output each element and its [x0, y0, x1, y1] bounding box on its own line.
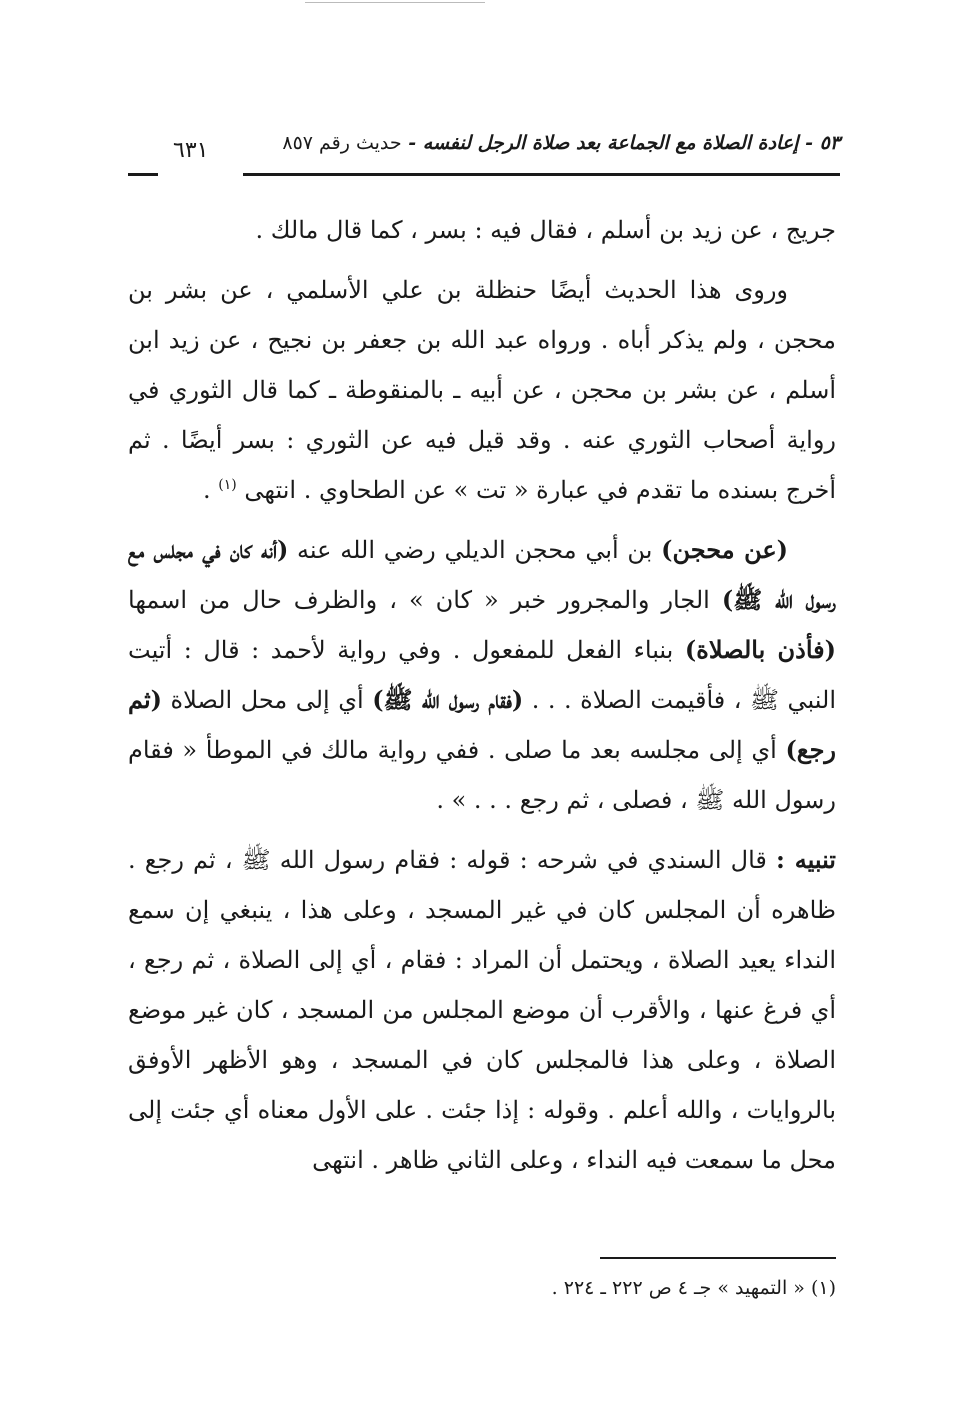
main-text [128, 205, 836, 1185]
note-text: قال السندي في شرحه : قوله : فقام رسول الله ﷺ ، ثم رجع . ظاهره أن المجلس كان في غير المسجد ، وعلى هذا ، ينبغي إن سمع النداء يعيد الصلاة ، ويحتمل أن المراد : فقام ، أي إلى الصلاة ، ثم رجع ، أي فرغ عنها ، والأقرب أن موضع المجلس من المسجد ، كان غير موضع الصلاة ، وعلى هذا فالمجلس كان في المسجد ، وهو الأظهر الأوفق بالروايات ، والله أعلم . وقوله : إذا جئت . على الأول معناه أي جئت إلى محل ما سمعت فيه النداء ، وعلى الثاني ظاهر . انتهى [128, 846, 836, 1174]
commentary-text: أي إلى مجلسه بعد ما صلى . ففي رواية مالك في الموطأ « فقام رسول الله ﷺ ، فصلى ، ثم رجع . . . » . [128, 736, 836, 814]
paragraph-2 [128, 265, 836, 515]
quoted-phrase: (فقام رسول الله ﷺ) [372, 685, 524, 714]
paragraph-2-end: . [203, 476, 219, 504]
footnote: (١) « التمهيد » جـ ٤ ص ٢٢٢ ـ ٢٢٤ . [551, 1277, 836, 1299]
paragraph-3 [128, 525, 836, 825]
quoted-phrase: (أنه كان في مجلس مع رسول الله ﷺ) [128, 535, 836, 614]
paragraph-4 [128, 835, 836, 1185]
note-label: تنبيه : [776, 845, 836, 874]
top-edge-rule [305, 2, 485, 3]
commentary-text: بن أبي محجن الديلي رضي الله عنه [288, 536, 662, 564]
footnote-rule [600, 1257, 836, 1259]
page-number-dash [128, 173, 158, 176]
running-header [128, 130, 840, 182]
chapter-title [282, 132, 840, 154]
paragraph-1: جريج ، عن زيد بن أسلم ، فقال فيه : بسر ، كما قال مالك . [255, 216, 836, 244]
commentary-text: بنباء الفعل للمفعول . وفي رواية لأحمد : قال : أتيت النبي ﷺ ، فأقيمت الصلاة . . . [128, 636, 836, 714]
paragraph-2-text: وروى هذا الحديث أيضًا حنظلة بن علي الأسلمي ، عن بشر بن محجن ، ولم يذكر أباه . ورواه عبد الله بن جعفر بن نجيح ، عن زيد ابن أسلم ، عن بشر بن محجن ، عن أبيه ـ بالمنقوطة ـ كما قال الثوري في رواية أصحاب الثوري عنه . وقد قيل فيه عن الثوري : بسر أيضًا . ثم أخرج بسنده ما تقدم في عبارة « تت » عن الطحاوي . انتهى [128, 276, 836, 504]
quoted-phrase: (ثم رجع) [128, 685, 836, 764]
commentary-text: الجار والمجرور خبر « كان » ، والظرف حال من اسمها [128, 586, 722, 614]
hadith-number: حديث رقم ٨٥٧ [282, 132, 402, 154]
footnote-marker: (١) [218, 477, 237, 493]
quoted-phrase: (فأذن بالصلاة) [684, 635, 836, 664]
header-rule [243, 173, 840, 176]
quoted-phrase: (عن محجن) [661, 535, 789, 564]
page-number: ٦٣١ [173, 138, 209, 163]
commentary-text: أي إلى محل الصلاة [162, 686, 373, 714]
chapter-title-text: ٥٣ - إعادة الصلاة مع الجماعة بعد صلاة الرجل لنفسه - [408, 132, 840, 154]
